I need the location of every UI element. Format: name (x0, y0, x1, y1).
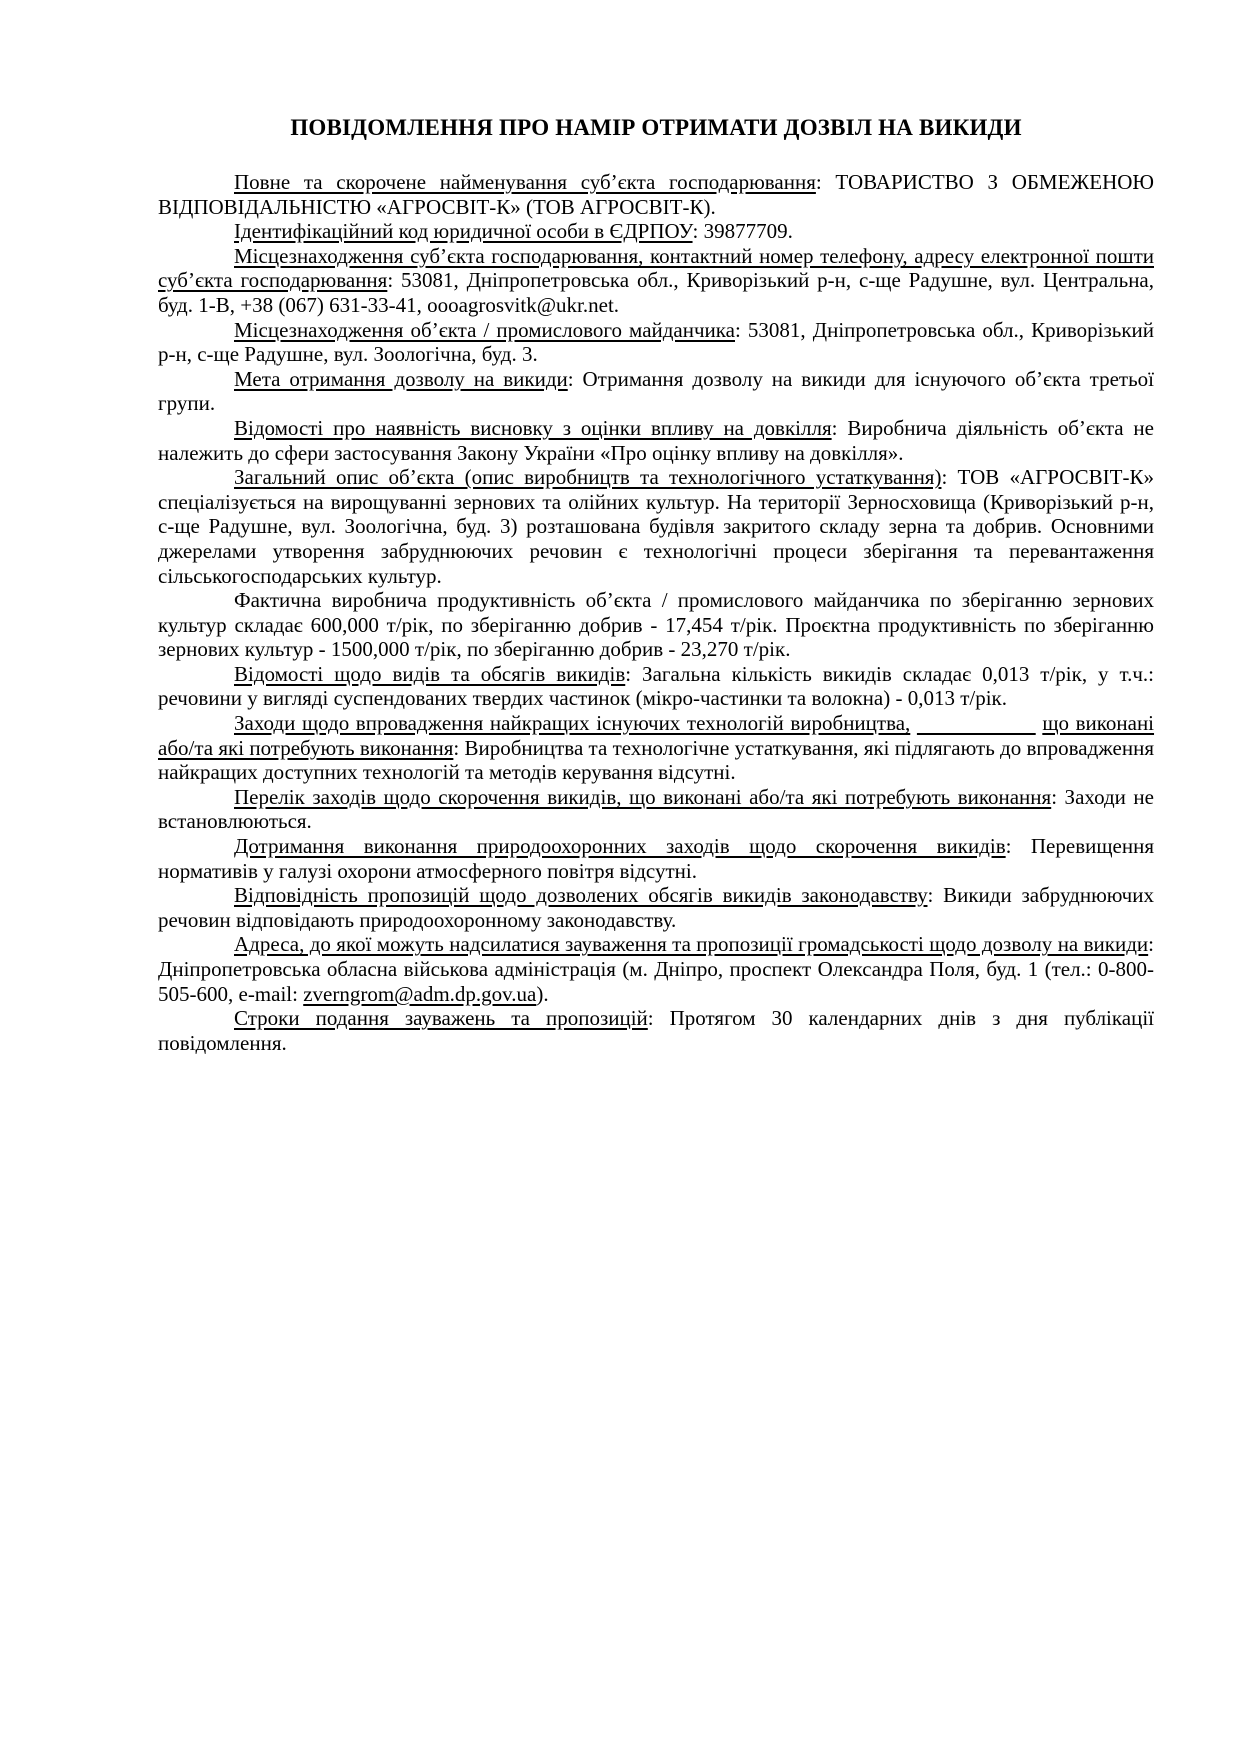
paragraph-10 (158, 711, 1154, 785)
body-text: : Загальна кількість викидів складає 0,013 т/рік, у т.ч.: речовини у вигляді суспендованих твердих частинок (мікро-частинки та волокна) - 0,013 т/рік. (158, 661, 1155, 711)
document-body (158, 170, 1154, 1055)
underlined-text: Перелік заходів щодо скорочення викидів, що виконані або/та які потребують виконання (234, 784, 1052, 809)
paragraph-2 (158, 219, 1154, 244)
paragraph-8 (158, 588, 1154, 662)
paragraph-15 (158, 1006, 1154, 1055)
body-text: : 53081, Дніпропетровська обл., Криворізький р-н, с-ще Радушне, вул. Зоологічна, буд. 3. (158, 317, 1154, 367)
underlined-text: Загальний опис об’єкта (опис виробництв та технологічного устаткування) (234, 465, 942, 490)
document-title: ПОВІДОМЛЕННЯ ПРО НАМІР ОТРИМАТИ ДОЗВІЛ НА ВИКИДИ (290, 115, 1022, 140)
underlined-text: Відповідність пропозицій щодо дозволених обсягів викидів законодавству (234, 883, 928, 908)
body-text: : Перевищення нормативів у галузі охорони атмосферного повітря відсутні. (158, 834, 1154, 883)
underlined-text: Строки подання зауважень та пропозицій (234, 1006, 648, 1031)
paragraph-6 (158, 416, 1154, 465)
underlined-text: Повне та скорочене найменування суб’єкта господарювання (234, 170, 816, 194)
paragraph-13 (158, 883, 1154, 932)
paragraph-5 (158, 367, 1154, 416)
underlined-text: Дотримання виконання природоохоронних заходів щодо скорочення викидів (234, 834, 1006, 859)
body-text: : Отримання дозволу на викиди для існуючого об’єкта третьої групи. (158, 366, 1155, 416)
body-text: : 39877709. (692, 219, 793, 244)
body-text: : Виробнича діяльність об’єкта не належить до сфери застосування Закону України «Про оцінку впливу на довкілля». (158, 415, 1154, 465)
underlined-text: Відомості щодо видів та обсягів викидів (234, 661, 626, 686)
body-text: : Заходи не встановлюються. (158, 784, 1154, 834)
underlined-text: Адреса, до якої можуть надсилатися зауваження та пропозиції громадськості щодо дозволу на викиди (234, 932, 1149, 957)
paragraph-14 (158, 932, 1154, 1006)
paragraph-1 (158, 170, 1154, 219)
underlined-text: Мета отримання дозволу на викиди (234, 366, 568, 391)
body-text: ). (536, 981, 549, 1006)
body-text: : Протягом 30 календарних днів з дня публікації повідомлення. (158, 1006, 1154, 1055)
underlined-text: Відомості про наявність висновку з оцінки впливу на довкілля (234, 415, 832, 440)
underline-gap (917, 711, 1036, 735)
paragraph-11 (158, 785, 1154, 834)
underlined-text: Місцезнаходження суб’єкта господарювання, контактний номер телефону, адресу електронної пошти суб’єкта господарювання (158, 243, 1154, 293)
email-link[interactable]: zverngrom@adm.dp.gov.ua (303, 981, 537, 1006)
underlined-text: Ідентифікаційний код юридичної особи в ЄДРПОУ (234, 219, 693, 244)
paragraph-9 (158, 662, 1154, 711)
underlined-text: Заходи щодо впровадження найкращих існуючих технологій виробництва, (234, 711, 911, 736)
paragraph-4 (158, 318, 1154, 367)
body-text: Фактична виробнича продуктивність об’єкта / промислового майданчика по зберіганню зернових культур складає 600,000 т/рік, по зберіганню добрив - 17,454 т/рік. Проєктна продуктивність по зберіганню зернових культур - 1500,000 т/рік, по зберіганню добрив - 23,270 т/рік. (158, 588, 1154, 662)
paragraph-12 (158, 834, 1154, 883)
paragraph-3 (158, 244, 1154, 318)
underlined-text: що виконані або/та які потребують виконання (158, 711, 1155, 760)
body-text: : ТОВАРИСТВО З ОБМЕЖЕНОЮ ВІДПОВІДАЛЬНІСТЮ «АГРОСВІТ-К» (ТОВ АГРОСВІТ-К). (158, 170, 1154, 219)
body-text: : Викиди забруднюючих речовин відповідають природоохоронному законодавству. (158, 883, 1154, 932)
body-text: : ТОВ «АГРОСВІТ-К» спеціалізується на вирощуванні зернових та олійних культур. На території Зерносховища (Криворізький р-н, с-ще Радушне, вул. Зоологічна, буд. 3) розташована будівля закритого складу зерна та добрив. Основними джерелами утворення забруднюючих речовин є технологічні процеси зберігання та перевантаження сільськогосподарських культур. (158, 465, 1155, 588)
body-text: : 53081, Дніпропетровська обл., Криворізький р-н, с-ще Радушне, вул. Центральна, буд. 1-В, +38 (067) 631-33-41, oooagrosvitk@ukr.net. (158, 268, 1155, 317)
body-text: : Дніпропетровська обласна військова адміністрація (м. Дніпро, проспект Олександра Поля, буд. 1 (тел.: 0-800-505-600, e-mail: (158, 932, 1154, 1006)
underlined-text: Місцезнаходження об’єкта / промислового майданчика (234, 317, 735, 342)
paragraph-7 (158, 465, 1154, 588)
body-text: : Виробництва та технологічне устаткування, які підлягають до впровадження найкращих доступних технологій та методів керування відсутні. (158, 735, 1154, 785)
